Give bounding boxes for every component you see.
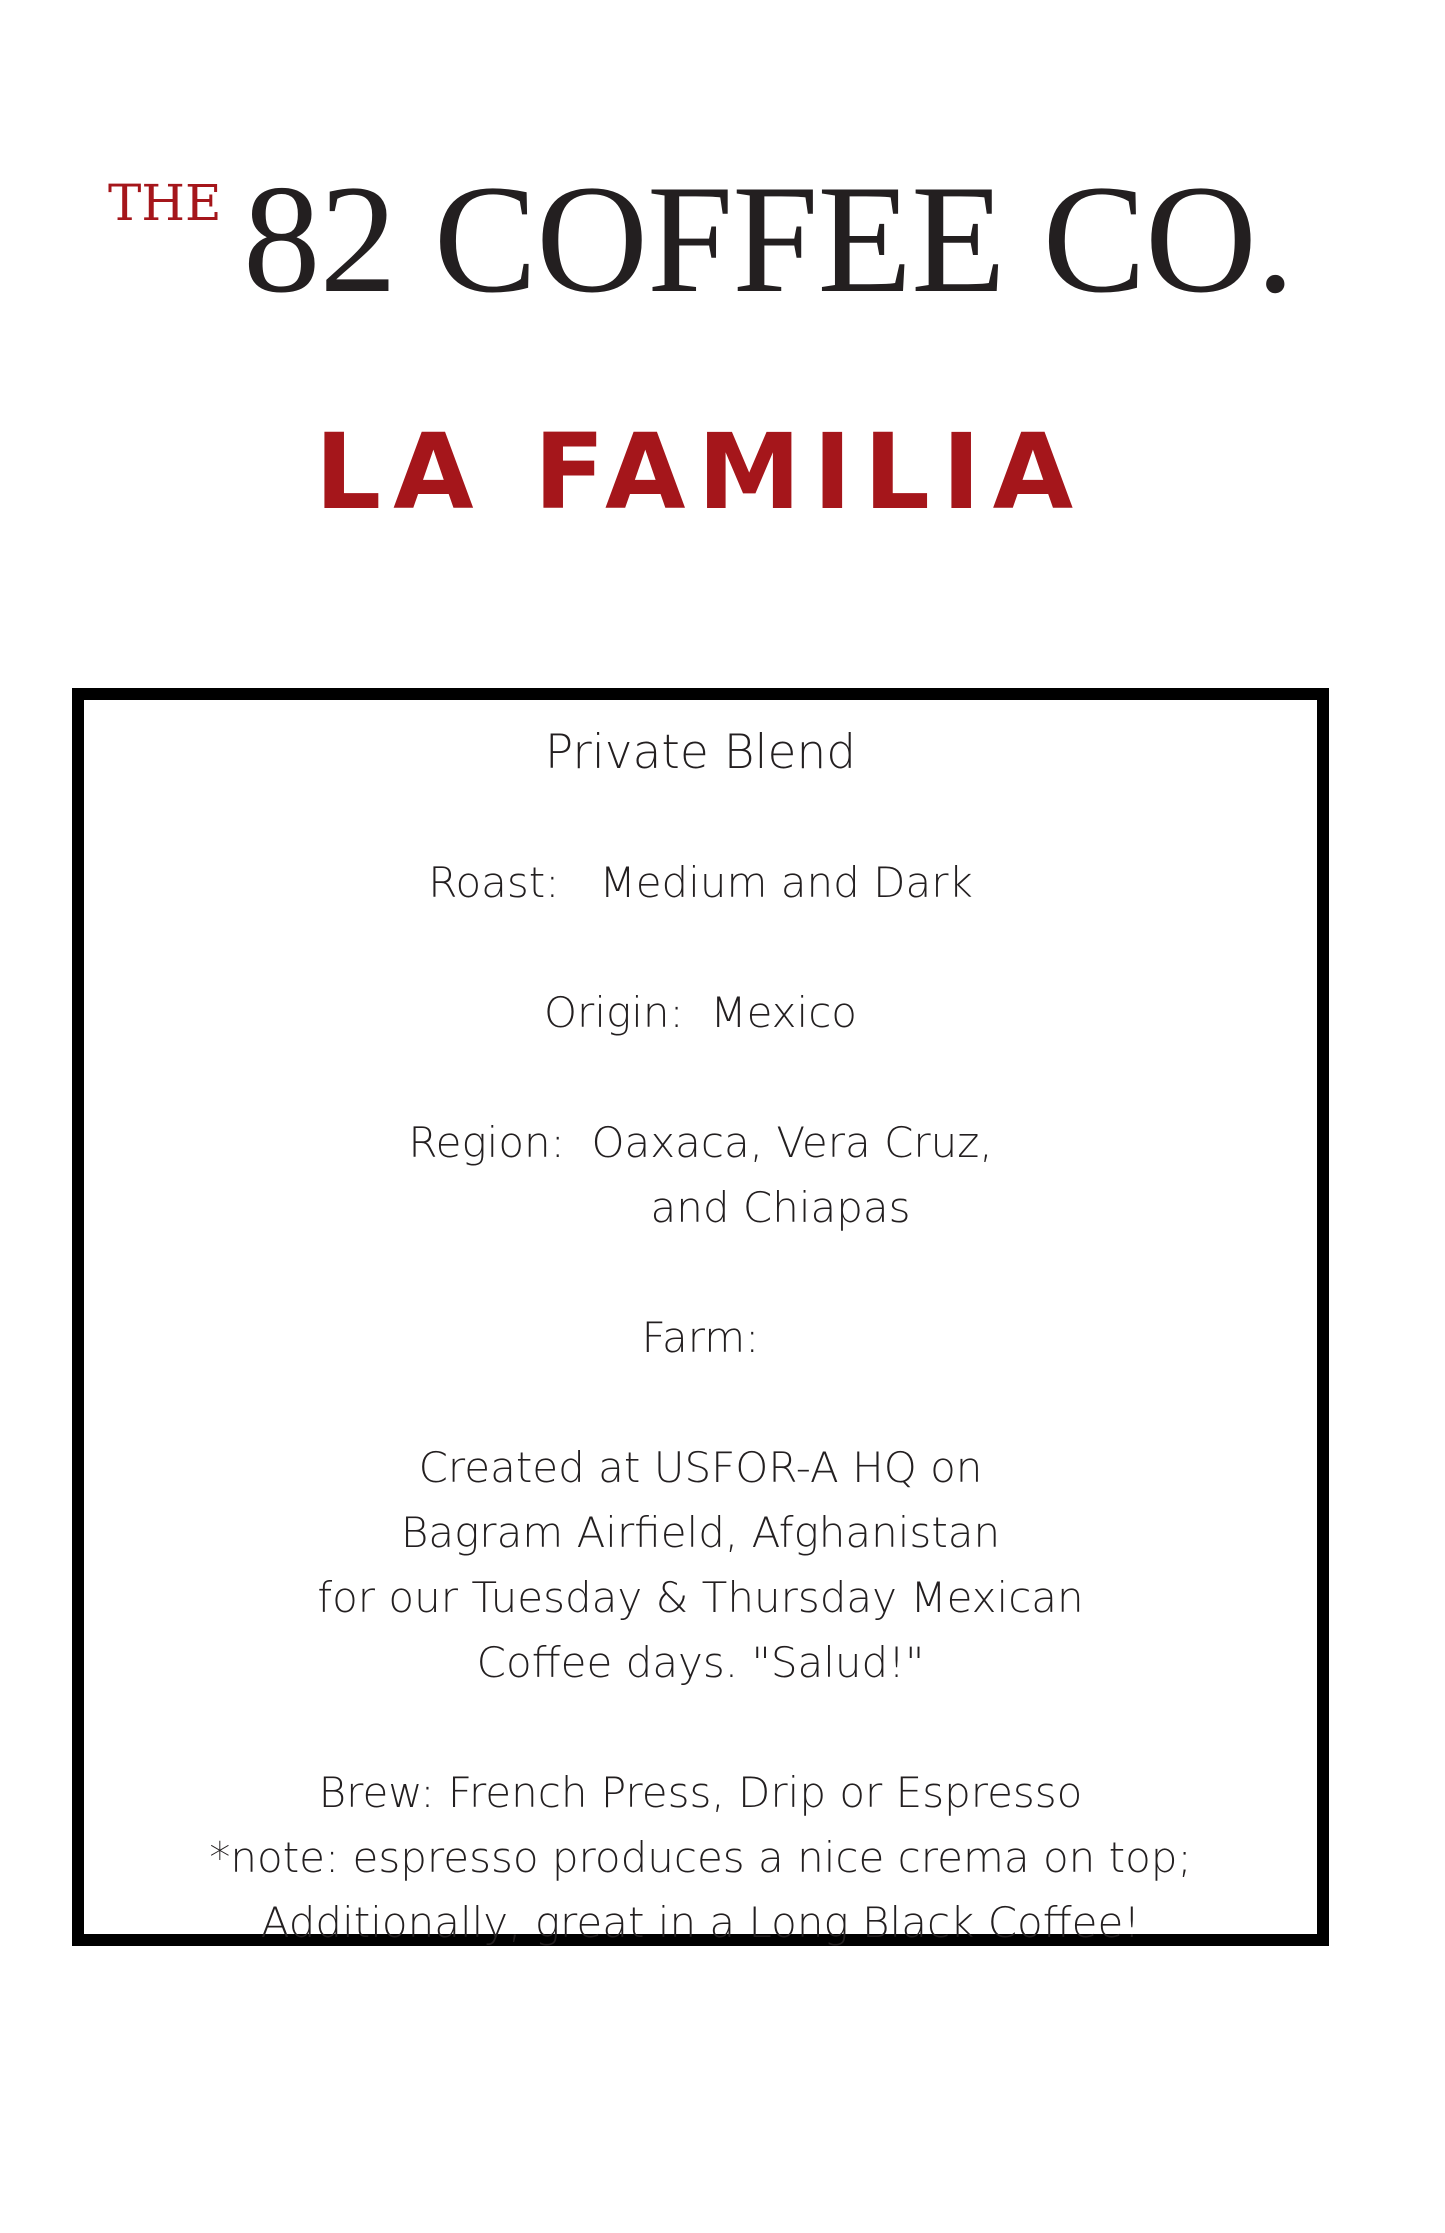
spacer: [84, 1370, 1317, 1435]
brand-prefix: THE: [108, 174, 222, 232]
details-box: [72, 688, 1329, 1946]
story-line-1: Created at USFOR-A HQ on: [418, 1443, 983, 1492]
blend-label: Private Blend: [544, 725, 857, 780]
origin-line: Origin: Mexico: [544, 988, 857, 1037]
spacer: [84, 915, 1317, 980]
region-line-1: Region: Oaxaca, Vera Cruz,: [408, 1118, 993, 1167]
brew-line-1: Brew: French Press, Drip or Espresso: [318, 1768, 1083, 1817]
spacer: [84, 1045, 1317, 1110]
spacer: [84, 1240, 1317, 1305]
brew-line-2: *note: espresso produces a nice crema on top;: [209, 1833, 1192, 1882]
brand-logo: [0, 0, 1445, 340]
brand-name: 82 COFFEE CO.: [243, 153, 1294, 325]
story-line-4: Coffee days. "Salud!": [476, 1638, 925, 1687]
story-line-3: for our Tuesday & Thursday Mexican: [317, 1573, 1084, 1622]
product-title: LA FAMILIA: [314, 411, 1086, 533]
story-line-2: Bagram Airfield, Afghanistan: [400, 1508, 1001, 1557]
spacer: [84, 785, 1317, 850]
details-text: [84, 700, 1317, 1955]
roast-line: Roast: Medium and Dark: [428, 858, 973, 907]
spacer: [84, 1695, 1317, 1760]
farm-line: Farm:: [641, 1313, 760, 1362]
brew-line-3: Additionally, great in a Long Black Coffee!: [260, 1898, 1141, 1947]
region-line-2: and Chiapas: [650, 1183, 911, 1232]
